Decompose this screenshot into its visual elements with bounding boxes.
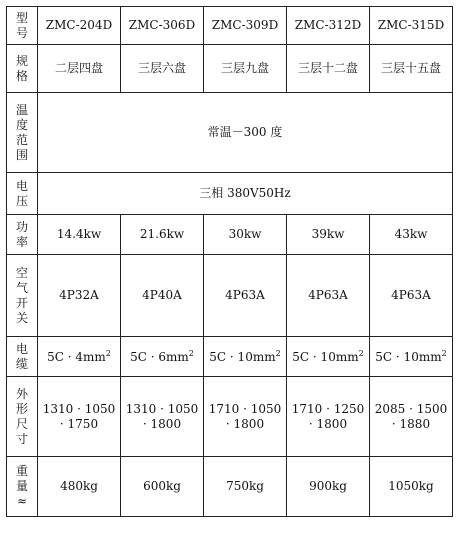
cable-superscript: 2 xyxy=(188,348,194,358)
power-row xyxy=(7,215,453,255)
dimensions-cell xyxy=(121,377,204,457)
power-cell: 14.4kw xyxy=(38,215,121,255)
cable-cell xyxy=(287,337,370,377)
power-cell: 21.6kw xyxy=(121,215,204,255)
cable-superscript: 2 xyxy=(358,348,364,358)
temperature-header: 温 度 范 围 xyxy=(7,93,38,173)
model-cell: ZMC-204D xyxy=(38,7,121,45)
breaker-header: 空 气 开 关 xyxy=(7,255,38,337)
weight-row xyxy=(7,457,453,517)
dimensions-cell xyxy=(370,377,453,457)
cable-text: 5C · 6mm xyxy=(130,349,189,364)
cable-superscript: 2 xyxy=(441,348,447,358)
dimensions-line: · 1800 xyxy=(308,416,348,431)
power-cell: 39kw xyxy=(287,215,370,255)
cable-cell xyxy=(38,337,121,377)
spec-table xyxy=(6,6,453,517)
breaker-cell: 4P40A xyxy=(121,255,204,337)
breaker-row xyxy=(7,255,453,337)
voltage-header: 电 压 xyxy=(7,173,38,215)
cable-text: 5C · 10mm xyxy=(375,349,442,364)
weight-cell: 1050kg xyxy=(370,457,453,517)
dimensions-line: · 1750 xyxy=(59,416,99,431)
spec-cell: 三层十五盘 xyxy=(370,45,453,93)
spec-cell: 三层十二盘 xyxy=(287,45,370,93)
dimensions-line: 1710 · 1250 xyxy=(291,401,365,416)
spec-cell: 二层四盘 xyxy=(38,45,121,93)
weight-cell: 750kg xyxy=(204,457,287,517)
dimensions-cell xyxy=(38,377,121,457)
spec-header: 规 格 xyxy=(7,45,38,93)
model-row xyxy=(7,7,453,45)
dimensions-line: 2085 · 1500 xyxy=(374,401,448,416)
dimensions-line: 1310 · 1050 xyxy=(42,401,116,416)
cable-text: 5C · 10mm xyxy=(209,349,276,364)
dimensions-cell xyxy=(287,377,370,457)
dimensions-line: 1310 · 1050 xyxy=(125,401,199,416)
power-cell: 30kw xyxy=(204,215,287,255)
weight-header: 重 量 ≈ xyxy=(7,457,38,517)
cable-header: 电 缆 xyxy=(7,337,38,377)
model-header: 型 号 xyxy=(7,7,38,45)
dimensions-header: 外 形 尺 寸 xyxy=(7,377,38,457)
model-cell: ZMC-312D xyxy=(287,7,370,45)
spec-cell: 三层九盘 xyxy=(204,45,287,93)
weight-cell: 900kg xyxy=(287,457,370,517)
model-cell: ZMC-315D xyxy=(370,7,453,45)
spec-row xyxy=(7,45,453,93)
dimensions-line: · 1800 xyxy=(142,416,182,431)
breaker-cell: 4P32A xyxy=(38,255,121,337)
dimensions-row xyxy=(7,377,453,457)
dimensions-cell xyxy=(204,377,287,457)
voltage-row xyxy=(7,173,453,215)
cable-text: 5C · 10mm xyxy=(292,349,359,364)
cable-row xyxy=(7,337,453,377)
cable-cell xyxy=(204,337,287,377)
voltage-value: 三相 380V50Hz xyxy=(38,173,453,215)
temperature-value: 常温－300 度 xyxy=(38,93,453,173)
power-header: 功 率 xyxy=(7,215,38,255)
spec-cell: 三层六盘 xyxy=(121,45,204,93)
breaker-cell: 4P63A xyxy=(287,255,370,337)
weight-cell: 600kg xyxy=(121,457,204,517)
power-cell: 43kw xyxy=(370,215,453,255)
weight-cell: 480kg xyxy=(38,457,121,517)
cable-superscript: 2 xyxy=(275,348,281,358)
breaker-cell: 4P63A xyxy=(370,255,453,337)
temperature-row xyxy=(7,93,453,173)
model-cell: ZMC-309D xyxy=(204,7,287,45)
cable-text: 5C · 4mm xyxy=(47,349,106,364)
cable-superscript: 2 xyxy=(105,348,111,358)
breaker-cell: 4P63A xyxy=(204,255,287,337)
dimensions-line: 1710 · 1050 xyxy=(208,401,282,416)
cable-cell xyxy=(121,337,204,377)
cable-cell xyxy=(370,337,453,377)
dimensions-line: · 1880 xyxy=(391,416,431,431)
dimensions-line: · 1800 xyxy=(225,416,265,431)
model-cell: ZMC-306D xyxy=(121,7,204,45)
